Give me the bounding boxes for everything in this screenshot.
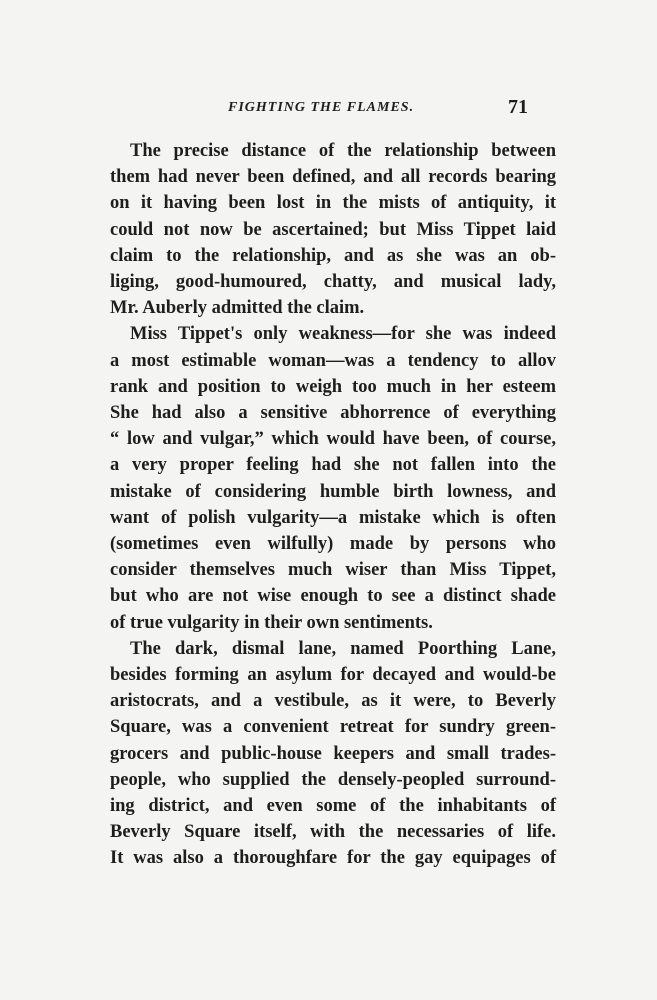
- text-line: of true vulgarity in their own sentiments.: [110, 612, 433, 633]
- text-line: Mr. Auberly admitted the claim.: [110, 298, 365, 319]
- text-line: on it having been lost in the mists of antiquity, it: [110, 193, 556, 214]
- text-line: aristocrats, and a vestibule, as it were, to Beverly: [110, 691, 556, 712]
- text-line: (sometimes even wilfully) made by persons who: [110, 534, 556, 555]
- text-line: claim to the relationship, and as she was an ob-: [110, 245, 556, 266]
- text-line: ing district, and even some of the inhabitants of: [110, 796, 556, 817]
- text-line: them had never been defined, and all records bearing: [110, 167, 556, 188]
- text-line: besides forming an asylum for decayed and would-be: [110, 665, 556, 686]
- text-line: She had also a sensitive abhorrence of everything: [110, 403, 556, 424]
- text-line: Square, was a convenient retreat for sundry green-: [110, 717, 556, 738]
- text-line: liging, good-humoured, chatty, and musical lady,: [110, 272, 556, 293]
- text-line: but who are not wise enough to see a distinct shade: [110, 586, 556, 607]
- text-line: a most estimable woman—was a tendency to allov: [110, 350, 556, 371]
- paragraph-3: [110, 636, 556, 872]
- text-line: consider themselves much wiser than Miss Tippet,: [110, 560, 556, 581]
- text-line: Beverly Square itself, with the necessaries of life.: [110, 822, 556, 843]
- running-head: [0, 96, 657, 122]
- text-line: want of polish vulgarity—a mistake which is often: [110, 507, 556, 528]
- text-line: people, who supplied the densely-peopled surround-: [110, 769, 556, 790]
- running-head-title: FIGHTING THE FLAMES.: [228, 100, 415, 115]
- text-line: It was also a thoroughfare for the gay equipages of: [110, 848, 556, 869]
- text-line: a very proper feeling had she not fallen into the: [110, 455, 556, 476]
- text-line: mistake of considering humble birth lowness, and: [110, 481, 556, 502]
- text-line: The dark, dismal lane, named Poorthing Lane,: [130, 638, 556, 659]
- text-line: rank and position to weigh too much in her esteem: [110, 376, 556, 397]
- text-line: could not now be ascertained; but Miss Tippet laid: [110, 219, 556, 240]
- paragraph-2: [110, 321, 556, 635]
- paragraph-1: [110, 138, 556, 321]
- text-line: “ low and vulgar,” which would have been, of course,: [110, 429, 556, 450]
- text-line: grocers and public-house keepers and small trades-: [110, 743, 556, 764]
- body-text: [110, 138, 556, 872]
- page-number: 71: [508, 96, 528, 118]
- text-line: Miss Tippet's only weakness—for she was indeed: [130, 324, 556, 345]
- text-line: The precise distance of the relationship between: [130, 141, 556, 161]
